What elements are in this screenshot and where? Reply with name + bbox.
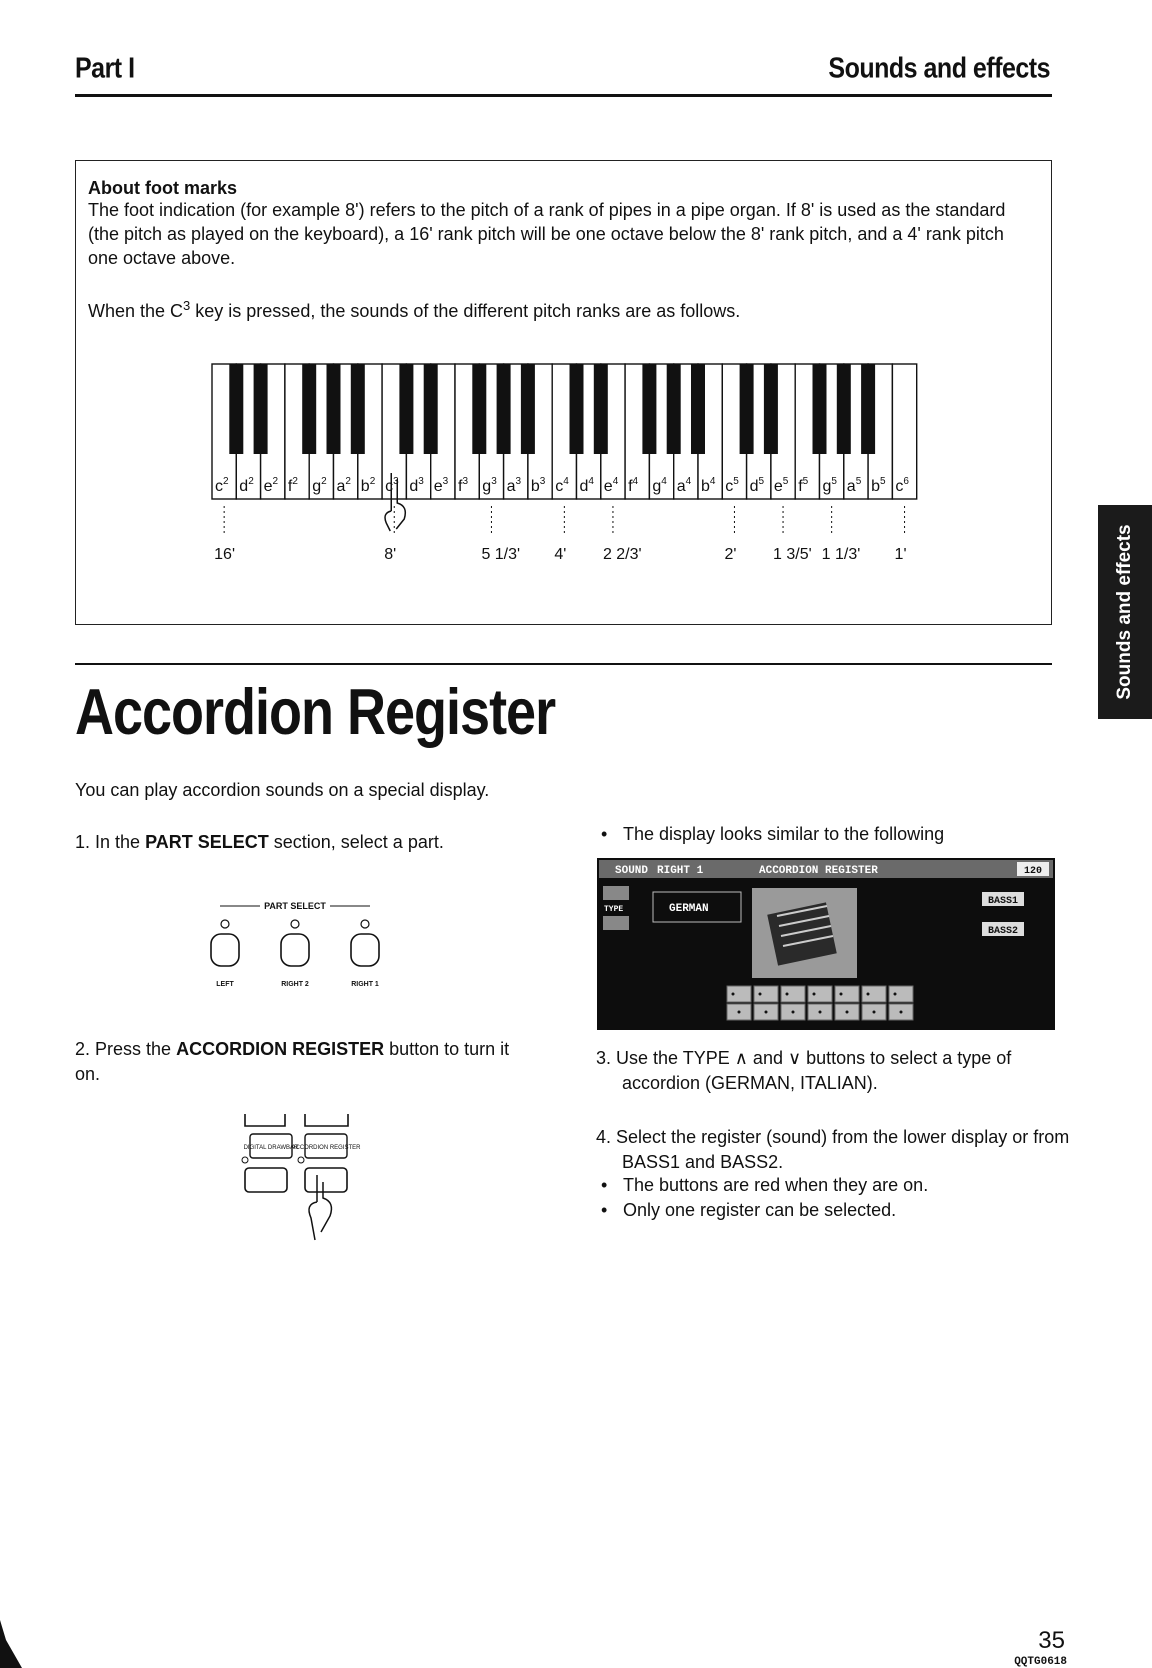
key-label: $c^6$ [895, 476, 909, 495]
page-title: Accordion Register [75, 676, 556, 749]
black-key [570, 364, 584, 454]
black-key [594, 364, 608, 454]
lcd-tab: SOUND [615, 865, 649, 877]
section-rule [75, 663, 1052, 665]
key-label: $e^2$ [263, 476, 279, 495]
key-label: $e^4$ [603, 476, 619, 495]
key-label: $e^3$ [433, 476, 449, 495]
part-select-panel [205, 896, 395, 996]
black-key [861, 364, 875, 454]
foot-label: 5 1/3' [481, 546, 521, 563]
bullet-display: • The display looks similar to the following [623, 822, 944, 847]
type-value: GERMAN [669, 903, 709, 915]
black-key [254, 364, 268, 454]
black-key [521, 364, 535, 454]
part-button-label: RIGHT 1 [351, 981, 379, 988]
register-dot [819, 1011, 822, 1014]
register-dot [867, 993, 870, 996]
part-button-label: LEFT [216, 981, 234, 988]
type-up-button [603, 886, 629, 900]
key-label: $g^3$ [482, 476, 497, 495]
black-key [472, 364, 486, 454]
black-key [229, 364, 243, 454]
register-dot [786, 993, 789, 996]
register-button [835, 986, 859, 1002]
key-label: $g^5$ [822, 476, 837, 495]
panel-button [305, 1168, 347, 1192]
part-button-label: RIGHT 2 [281, 981, 309, 988]
doc-code: QQTG0618 [1014, 1656, 1067, 1668]
key-label: $b^4$ [701, 476, 716, 495]
black-key [667, 364, 681, 454]
key-label: $f^5$ [798, 476, 809, 495]
black-key [497, 364, 511, 454]
panel-button [245, 1168, 287, 1192]
register-dot [873, 1011, 876, 1014]
black-key [837, 364, 851, 454]
part-select-label: PART SELECT [264, 901, 326, 911]
indicator-led [361, 920, 369, 928]
accordion-register-label: ACCORDION REGISTER [291, 1145, 361, 1151]
key-label: $c^4$ [555, 476, 569, 495]
key-label: $e^5$ [773, 476, 789, 495]
black-key [764, 364, 778, 454]
step-2: 2. Press the ACCORDION REGISTER button to turn it on. [75, 1039, 510, 1084]
black-key [302, 364, 316, 454]
key-label: $c^2$ [215, 476, 229, 495]
register-button [808, 986, 832, 1002]
register-dot [765, 1011, 768, 1014]
indicator-led [242, 1157, 248, 1163]
black-key [740, 364, 754, 454]
foot-marks-paragraph: The foot indication (for example 8') refers to the pitch of a rank of pipes in a pipe organ. If 8' is used as the standard (the pitch as played on the keyboard), a 16' rank pitch will be one octave below the 8' rank pitch, and a 4' rank pitch one octave above. [88, 200, 1006, 268]
key-label: $f^4$ [628, 476, 639, 495]
foot-label: 1' [894, 546, 907, 563]
black-key [351, 364, 365, 454]
indicator-led [291, 920, 299, 928]
key-label: $b^2$ [360, 476, 376, 495]
foot-label: 8' [384, 546, 397, 563]
register-dot [792, 1011, 795, 1014]
header-rule [75, 94, 1052, 97]
black-key [327, 364, 341, 454]
key-label: $d^5$ [749, 476, 765, 495]
key-label: $a^3$ [506, 476, 522, 495]
bass2-label: BASS2 [987, 926, 1019, 937]
side-tab-label: Sounds and effects [1114, 524, 1135, 700]
foot-label: 2' [724, 546, 737, 563]
part-button [281, 934, 309, 966]
indicator-led [221, 920, 229, 928]
type-down-button [603, 916, 629, 930]
keyboard-diagram [76, 161, 1051, 623]
key-label: $c^3$ [385, 476, 399, 495]
key-label: $d^4$ [579, 476, 594, 495]
step-1: 1. In the PART SELECT section, select a part. [75, 832, 444, 852]
register-button [781, 986, 805, 1002]
register-button [754, 986, 778, 1002]
black-key [691, 364, 705, 454]
key-label: $c^5$ [725, 476, 739, 495]
register-dot [894, 993, 897, 996]
type-label: TYPE [604, 905, 624, 914]
side-tab [1098, 505, 1152, 719]
part-button [351, 934, 379, 966]
register-dot [813, 993, 816, 996]
foot-label: 1 1/3' [821, 546, 861, 563]
black-key [424, 364, 438, 454]
register-dot [738, 1011, 741, 1014]
foot-label: 1 3/5' [773, 546, 812, 563]
lcd-tab: RIGHT 1 [657, 865, 704, 877]
accordion-register-panel [215, 1110, 385, 1250]
part-button [211, 934, 239, 966]
step-3: 3. Use the TYPE ∧ and ∨ buttons to select a type of accordion (GERMAN, ITALIAN). [596, 1048, 1012, 1093]
key-label: $b^3$ [530, 476, 546, 495]
register-dot [732, 993, 735, 996]
black-key [399, 364, 413, 454]
register-button [889, 986, 913, 1002]
key-label: $a^4$ [676, 476, 692, 495]
bullet-one-register: • Only one register can be selected. [623, 1198, 896, 1223]
pointing-hand-icon [309, 1175, 331, 1240]
panel-top-outline [245, 1114, 348, 1126]
key-label: $a^5$ [846, 476, 862, 495]
scan-edge-mark [0, 1610, 30, 1668]
bullet-red: • The buttons are red when they are on. [623, 1173, 928, 1198]
foot-label: 16' [214, 546, 236, 563]
header-section: Sounds and effects [828, 52, 1050, 85]
key-label: $g^4$ [652, 476, 667, 495]
indicator-led [298, 1157, 304, 1163]
step-4: 4. Select the register (sound) from the lower display or from BASS1 and BASS2. [596, 1127, 1070, 1172]
header-part: Part I [75, 52, 135, 85]
key-label: $a^2$ [336, 476, 351, 495]
key-label: $d^3$ [409, 476, 424, 495]
black-key [813, 364, 827, 454]
foot-marks-box [75, 160, 1052, 625]
register-button [862, 986, 886, 1002]
lcd-display [597, 858, 1055, 1030]
lcd-tab: ACCORDION REGISTER [759, 865, 878, 877]
foot-label: 2 2/3' [602, 546, 642, 563]
register-dot [846, 1011, 849, 1014]
lcd-number: 120 [1023, 866, 1043, 877]
key-label: $b^5$ [871, 476, 886, 495]
bass1-label: BASS1 [987, 896, 1019, 907]
key-label: $f^2$ [287, 476, 298, 495]
key-label: $f^3$ [458, 476, 469, 495]
register-dot [759, 993, 762, 996]
black-key [642, 364, 656, 454]
page-number: 35 [1038, 1627, 1065, 1654]
intro-text: You can play accordion sounds on a special display. [75, 780, 490, 800]
foot-marks-paragraph-2: When the $C^3$ key is pressed, the sounds of the different pitch ranks are as follows. [88, 298, 741, 321]
register-button [727, 986, 751, 1002]
digital-drawbar-label: DIGITAL DRAWBAR [243, 1145, 299, 1151]
foot-label: 4' [554, 546, 567, 563]
register-dot [900, 1011, 903, 1014]
foot-marks-heading: About foot marks [88, 178, 238, 198]
register-dot [840, 993, 843, 996]
key-label: $d^2$ [239, 476, 254, 495]
key-label: $g^2$ [312, 476, 327, 495]
